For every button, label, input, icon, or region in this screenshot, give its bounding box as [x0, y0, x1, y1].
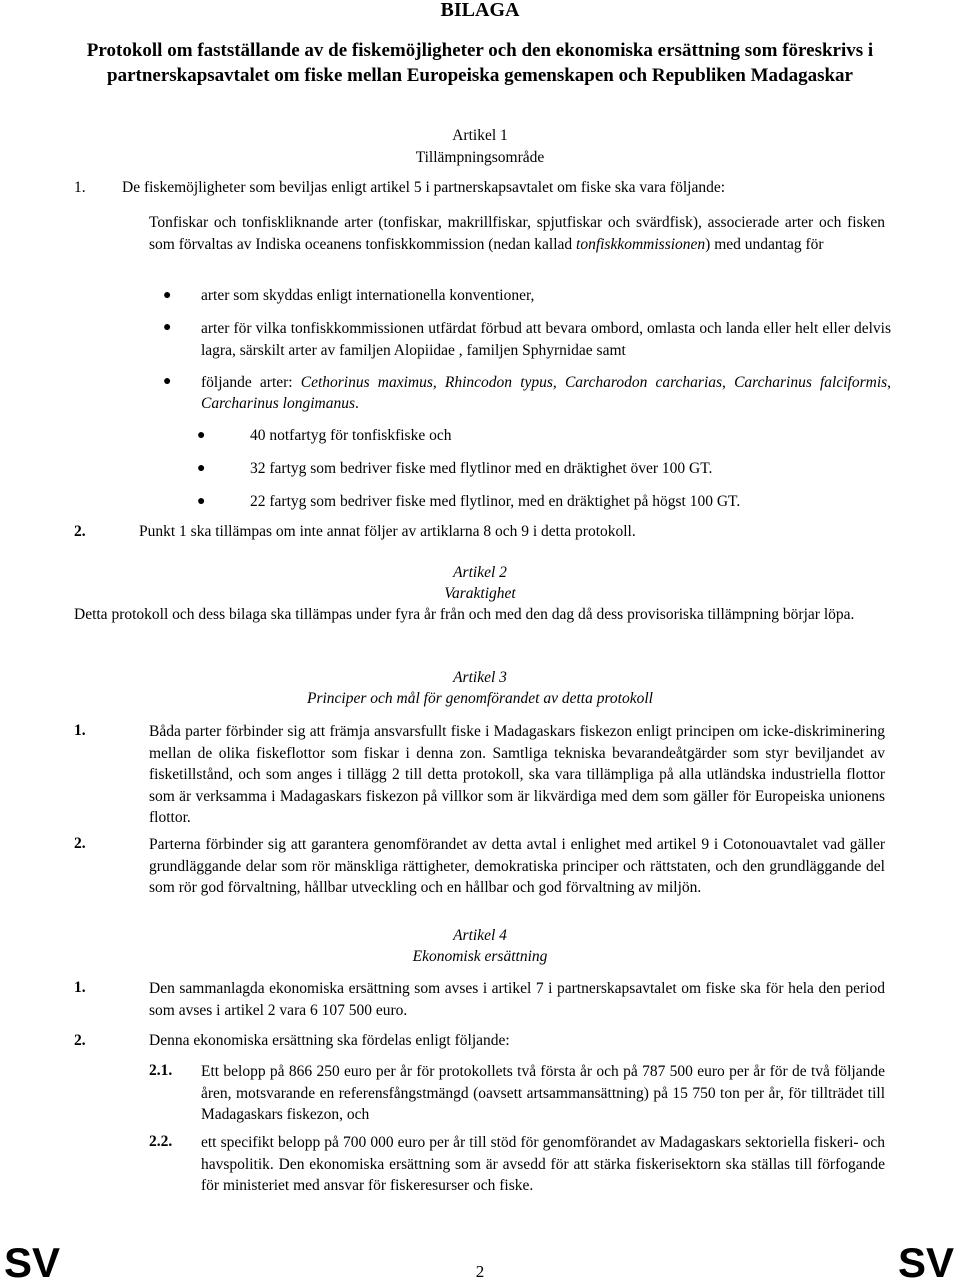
separator: .	[355, 395, 359, 412]
bullet-icon: ●	[163, 320, 172, 335]
bullet-icon: ●	[197, 494, 206, 509]
species-name: Carcharinus falciformis	[734, 374, 888, 391]
article-3-heading: Principer och mål för genomförandet av detta protokoll	[307, 690, 653, 707]
art4-point-2-1-number: 2.1.	[149, 1062, 173, 1079]
article-1-number: Artikel 1	[452, 127, 508, 144]
species-name: Cethorinus maximus	[300, 374, 433, 391]
exception-item-1: arter som skyddas enligt internationella konventioner,	[201, 287, 535, 304]
species-name: Carcharinus longimanus	[201, 395, 356, 412]
art4-point-2-number: 2.	[74, 1032, 86, 1049]
article-4-heading: Ekonomisk ersättning	[412, 948, 548, 965]
exception-item-3	[201, 372, 891, 414]
art3-point-2-text: Parterna förbinder sig att garantera genomförandet av detta avtal i enlighet med artikel 9 i Cotonouavtalet vad gäller grundläggande delar som rör mänskliga rättigheter, demokratiska principer och rättstaten, och den grundläggande del som rör god förvaltning, hållbar utveckling och en hållbar och god förvaltning av miljön.	[149, 836, 885, 897]
article-3-number: Artikel 3	[453, 669, 507, 686]
separator: ,	[887, 374, 892, 391]
separator: ,	[552, 374, 565, 391]
art3-point-2-number: 2.	[74, 835, 86, 852]
vessel-item-2: 32 fartyg som bedriver fiske med flytlinor med en dräktighet över 100 GT.	[250, 460, 713, 477]
document-title: Protokoll om fastställande av de fiskemöjligheter och den ekonomiska ersättning som föreskrivs i partnerskapsavtalet om fiske mellan Europeiska gemenskapen och Republiken Madagaskar	[86, 40, 874, 86]
page-number: 2	[475, 1262, 485, 1281]
species-list-intro: följande arter:	[201, 374, 301, 391]
article-2-number: Artikel 2	[453, 564, 507, 581]
art4-point-1-text: Den sammanlagda ekonomiska ersättning som avses i artikel 7 i partnerskapsavtalet om fiske ska för hela den period som avses i artikel 2 vara 6 107 500 euro.	[149, 980, 885, 1019]
species-text-italic: tonfiskkommissionen	[576, 235, 706, 253]
art1-point-1-text: De fiskemöjligheter som beviljas enligt artikel 5 i partnerskapsavtalet om fiske ska vara följande:	[122, 179, 726, 196]
species-text-b: ) med undantag för	[705, 235, 824, 253]
art1-point-2-text: Punkt 1 ska tillämpas om inte annat följer av artiklarna 8 och 9 i detta protokoll.	[139, 523, 636, 540]
art4-point-2-1-text: Ett belopp på 866 250 euro per år för protokollets två första år och på 787 500 euro per år för de två följande åren, motsvarande en referensfångstmängd (oavsett artsammansättning) på 15 750 ton per år, för tillträdet till Madagaskars fiskezon, och	[201, 1063, 885, 1123]
art3-point-1-number: 1.	[74, 722, 86, 739]
bullet-icon: ●	[197, 428, 206, 443]
bullet-icon: ●	[163, 288, 172, 303]
article-2-text: Detta protokoll och dess bilaga ska tillämpas under fyra år från och med den dag då dess provisoriska tillämpning börjar löpa.	[74, 606, 855, 623]
vessel-item-3: 22 fartyg som bedriver fiske med flytlinor, med en dräktighet på högst 100 GT.	[250, 493, 741, 510]
species-paragraph	[149, 212, 885, 255]
art4-point-1-number: 1.	[74, 979, 86, 996]
article-1-heading: Tillämpningsområde	[415, 149, 545, 166]
separator: ,	[432, 374, 445, 391]
article-4-number: Artikel 4	[453, 927, 507, 944]
annex-label: BILAGA	[440, 0, 520, 21]
species-text-a: Tonfiskar och tonfiskliknande arter (tonfiskar, makrillfiskar, spjutfiskar och svärdfisk), associerade arter och fisken som förvaltas av Indiska oceanens tonfiskkommission (nedan kallad	[149, 214, 885, 253]
article-2-heading: Varaktighet	[444, 585, 516, 602]
species-name: Carcharodon carcharias	[564, 374, 723, 391]
exception-item-2: arter för vilka tonfiskkommissionen utfärdat förbud att bevara ombord, omlasta och landa eller helt eller delvis lagra, särskilt arter av familjen Alopiidae , familjen Sphyrnidae samt	[201, 320, 891, 359]
language-code-right: SV	[897, 1239, 954, 1286]
art4-point-2-2-text: ett specifikt belopp på 700 000 euro per år till stöd för genomförandet av Madagaskars sektoriella fiskeri- och havspolitik. Den ekonomiska ersättning som är avsedd för att stärka fiskerisektorn ska ställas till förfogande för ministeriet med ansvar för fiskeresurser och fiske.	[201, 1134, 885, 1194]
art4-point-2-text: Denna ekonomiska ersättning ska fördelas enligt följande:	[149, 1032, 510, 1049]
separator: ,	[722, 374, 735, 391]
language-code-left: SV	[4, 1239, 61, 1286]
bullet-icon: ●	[197, 461, 206, 476]
art1-point-2-number: 2.	[74, 523, 86, 540]
bullet-icon: ●	[163, 374, 172, 389]
vessel-item-1: 40 notfartyg för tonfiskfiske och	[250, 427, 452, 444]
species-name: Rhincodon typus	[444, 374, 553, 391]
art3-point-1-text: Båda parter förbinder sig att främja ansvarsfullt fiske i Madagaskars fiskezon enligt principen om icke-diskriminering mellan de olika fiskeflottor som fiskar i denna zon. Samtliga tekniska bevarandeåtgärder som styr beviljandet av fisketillstånd, och som anges i tillägg 2 till detta protokoll, ska vara tillämpliga på alla utländska industriella flottor som är verksamma i Madagaskars fiskezon på villkor som är likvärdiga med dem som gäller för Europeiska unionens flottor.	[149, 723, 885, 827]
art4-point-2-2-number: 2.2.	[149, 1133, 173, 1150]
art1-point-1-number: 1.	[74, 179, 86, 196]
